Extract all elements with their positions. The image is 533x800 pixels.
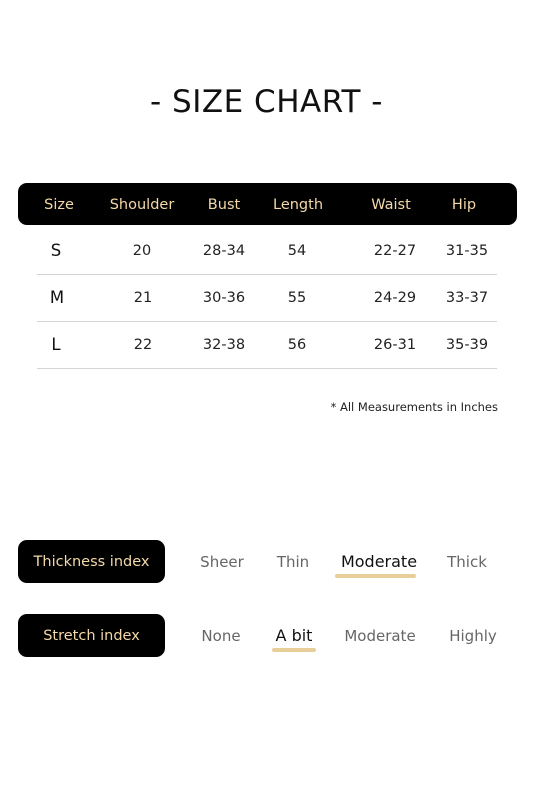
thickness-option-moderate: Moderate <box>340 552 418 571</box>
header-size: Size <box>44 197 74 213</box>
stretch-option-none: None <box>201 627 241 645</box>
cell-hip: 35-39 <box>445 337 489 353</box>
header-hip: Hip <box>451 197 477 213</box>
measurement-note: * All Measurements in Inches <box>330 400 498 414</box>
stretch-index-row <box>0 614 533 658</box>
cell-waist: 22-27 <box>373 243 417 259</box>
header-length: Length <box>272 197 324 213</box>
cell-waist: 26-31 <box>373 337 417 353</box>
table-row <box>37 322 497 369</box>
cell-shoulder: 20 <box>132 243 152 259</box>
cell-size: S <box>50 241 62 260</box>
cell-bust: 32-38 <box>202 337 246 353</box>
table-row <box>37 228 497 275</box>
cell-length: 54 <box>287 243 307 259</box>
stretch-option-a-bit: A bit <box>275 626 313 645</box>
header-bust: Bust <box>207 197 241 213</box>
cell-bust: 30-36 <box>202 290 246 306</box>
cell-waist: 24-29 <box>373 290 417 306</box>
size-table-header <box>18 183 517 225</box>
stretch-selected-underline <box>272 648 316 652</box>
header-shoulder: Shoulder <box>109 197 175 213</box>
page-title: - SIZE CHART - <box>150 84 383 120</box>
cell-shoulder: 21 <box>133 290 153 306</box>
thickness-option-thin: Thin <box>276 553 310 571</box>
thickness-option-thick: Thick <box>447 553 487 571</box>
header-waist: Waist <box>371 197 411 213</box>
cell-bust: 28-34 <box>202 243 246 259</box>
cell-length: 56 <box>287 337 307 353</box>
cell-hip: 33-37 <box>445 290 489 306</box>
cell-length: 55 <box>287 290 307 306</box>
stretch-option-moderate: Moderate <box>344 627 416 645</box>
stretch-index-label: Stretch index <box>18 614 165 657</box>
cell-hip: 31-35 <box>445 243 489 259</box>
thickness-option-sheer: Sheer <box>200 553 244 571</box>
thickness-selected-underline <box>335 574 416 578</box>
table-row <box>37 275 497 322</box>
thickness-index-label: Thickness index <box>18 540 165 583</box>
stretch-option-highly: Highly <box>449 627 497 645</box>
cell-size: M <box>49 288 65 307</box>
thickness-index-row <box>0 540 533 584</box>
cell-shoulder: 22 <box>133 337 153 353</box>
cell-size: L <box>51 335 61 354</box>
